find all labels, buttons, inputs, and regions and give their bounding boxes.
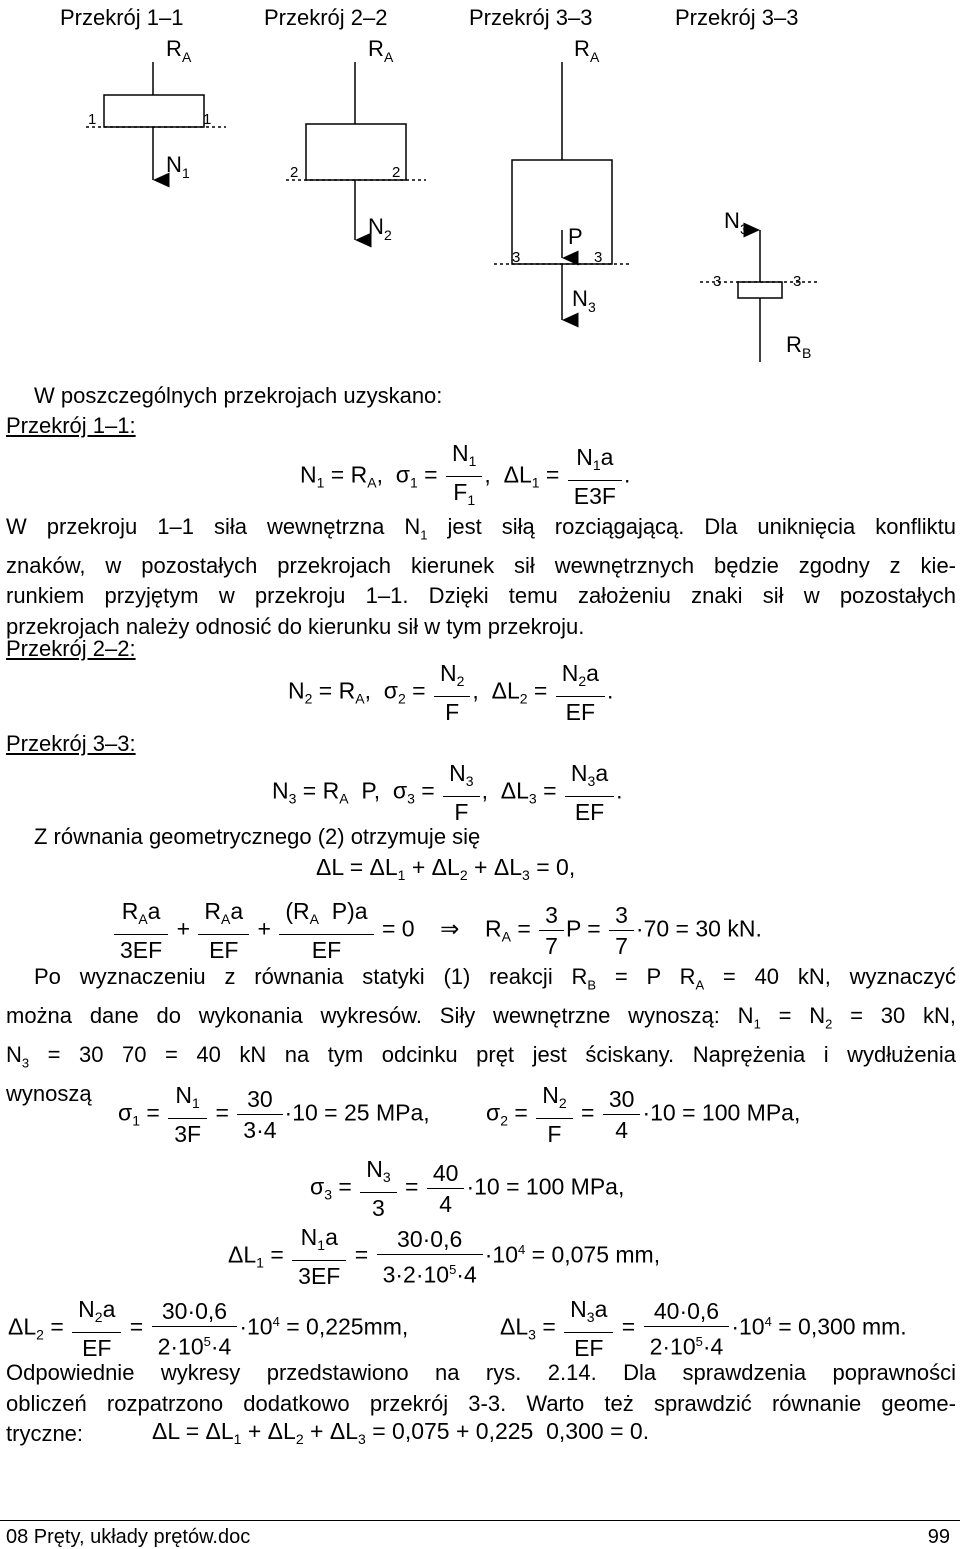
footer-filename: 08 Pręty, układy prętów.doc [6,1526,251,1548]
section-heading-3: Przekrój 3–3 [469,5,593,30]
rb-sub: B [802,345,812,361]
section-heading-2: Przekrój 2–2 [264,5,388,30]
p-label: P [568,224,583,249]
equation-solution-ra: $\frac{R_Aa}{3EF}$ + $\frac{R_Aa}{EF}$ + $\frac{(R_A P)a}{EF}$ = 0 ⇒ $R_A$ = $\frac{3}{7}$ P = $\frac{3}{7}$ ·70 = 30 kN. [112,896,762,965]
n3-label-right: N [724,208,740,233]
n3-sub-right: 3 [740,221,748,237]
footer-page-number: 99 [927,1526,950,1548]
cut-label-1-right: 1 [203,111,212,128]
equation-geometric: $\Delta L = \Delta L_1 + \Delta L_2 + \Delta L_3 = 0$, [316,854,576,883]
cut-label-4-right: 3 [793,273,802,290]
label-section-2: Przekrój 2–2: [6,636,136,661]
ra-sub-2: A [384,49,394,65]
ra-label-3: R [574,36,590,61]
equation-check: $\Delta L = \Delta L_1 + \Delta L_2 + \Delta L_3 = 0,075 + 0,225$ 0,300 = 0. [152,1418,650,1447]
section-heading-4: Przekrój 3–3 [675,5,799,30]
ra-label-2: R [368,36,384,61]
equation-delta-l1: $\Delta L_1$ = $\frac{N_1a}{3EF}$ = $\frac{30\cdot 0,6}{3\cdot 2\cdot 10^5\cdot 4}$ $\cdot 10^4 = 0,075$ mm, [228,1224,661,1289]
cut-label-4-left: 3 [713,273,722,290]
equation-sigma-2: $\sigma_2$ = $\frac{N_2}{F}$ = $\frac{30}{4}$ ·10 = 100 MPa, [486,1082,801,1147]
ra-label-1: R [166,36,182,61]
equation-delta-l2: $\Delta L_2$ = $\frac{N_2a}{EF}$ = $\frac{30\cdot 0,6}{2\cdot 10^5\cdot 4}$ $\cdot 10^4 = 0,225mm$, [8,1296,409,1361]
cut-label-2-left: 2 [290,164,299,181]
footer-rule [0,1520,960,1521]
free-body-diagram [0,0,960,380]
geometric-equation-text: Z równania geometrycznego (2) otrzymuje się [34,824,481,849]
ra-sub-3: A [590,49,600,65]
rb-label: R [786,332,802,357]
paragraph-1: W przekroju 1–1 siła wewnętrzna $N_1$ jest siłą rozciągającą. Dla uniknięcia konfliktu znaków, w pozostałych przekrojach kierunek sił wewnętrznych będzie zgodny z kie- runkiem przyjętym w przekroju 1–1. Dzięki temu założeniu znaki sił w pozostałych przekrojach należy odnosić do kierunku sił w tym przekroju. [6,514,956,639]
equation-section-3: $N_3 = R_A$ P, $\sigma_3$ = $\frac{N_3}{F}$ , $\Delta L_3$ = $\frac{N_3a}{EF}$ . [272,760,623,825]
n1-sub: 1 [182,165,190,181]
equation-section-2: $N_2 = R_A$, $\sigma_2$ = $\frac{N_2}{F}$ , $\Delta L_2$ = $\frac{N_2a}{EF}$ . [288,660,614,725]
section-heading-1: Przekrój 1–1 [60,5,184,30]
n3-label: N [572,286,588,311]
cut-label-3-left: 3 [512,249,521,266]
equation-sigma-1: $\sigma_1$ = $\frac{N_1}{3F}$ = $\frac{30}{3\cdot 4}$ ·10 = 25 MPa, [118,1082,430,1147]
paragraph-2: Po wyznaczeniu z równania statyki (1) reakcji $R_B = P$ $R_A = 40$ kN, wyznaczyć można dane do wykonania wykresów. Siły wewnętrzne wynoszą: $N_1 = N_2 = 30$ kN, $N_3 = 30$ 70 = 40 kN na tym odcinku pręt jest ściskany. Naprężenia i wydłużenia wynoszą [6,964,957,1106]
n2-sub: 2 [384,227,392,243]
cut-label-2-right: 2 [392,164,401,181]
ra-sub-1: A [182,49,192,65]
equation-sigma-3: $\sigma_3$ = $\frac{N_3}{3}$ = $\frac{40}{4}$ ·10 = 100 MPa, [310,1156,625,1221]
cut-label-3-right: 3 [594,249,603,266]
n1-label: N [166,152,182,177]
equation-section-1: $N_1 = R_A$, $\sigma_1$ = $\frac{N_1}{F_1}$ , $\Delta L_1$ = $\frac{N_1a}{E3F}$ . [300,440,631,509]
n3-sub: 3 [588,299,596,315]
cut-label-1-left: 1 [88,111,97,128]
n2-label: N [368,214,384,239]
equation-delta-l3: $\Delta L_3$ = $\frac{N_3a}{EF}$ = $\frac{40\cdot 0,6}{2\cdot 10^5\cdot 4}$ $\cdot 10^4 = 0,300$ mm. [500,1296,907,1361]
label-section-3: Przekrój 3–3: [6,731,136,756]
paragraph-3: Odpowiednie wykresy przedstawiono na rys. 2.14. Dla sprawdzenia poprawności obliczeń rozpatrzono dodatkowo przekrój 3-3. Warto też sprawdzić równanie geome- tryczne: [6,1360,956,1446]
intro-text: W poszczególnych przekrojach uzyskano: [34,383,443,408]
label-section-1: Przekrój 1–1: [6,413,136,438]
